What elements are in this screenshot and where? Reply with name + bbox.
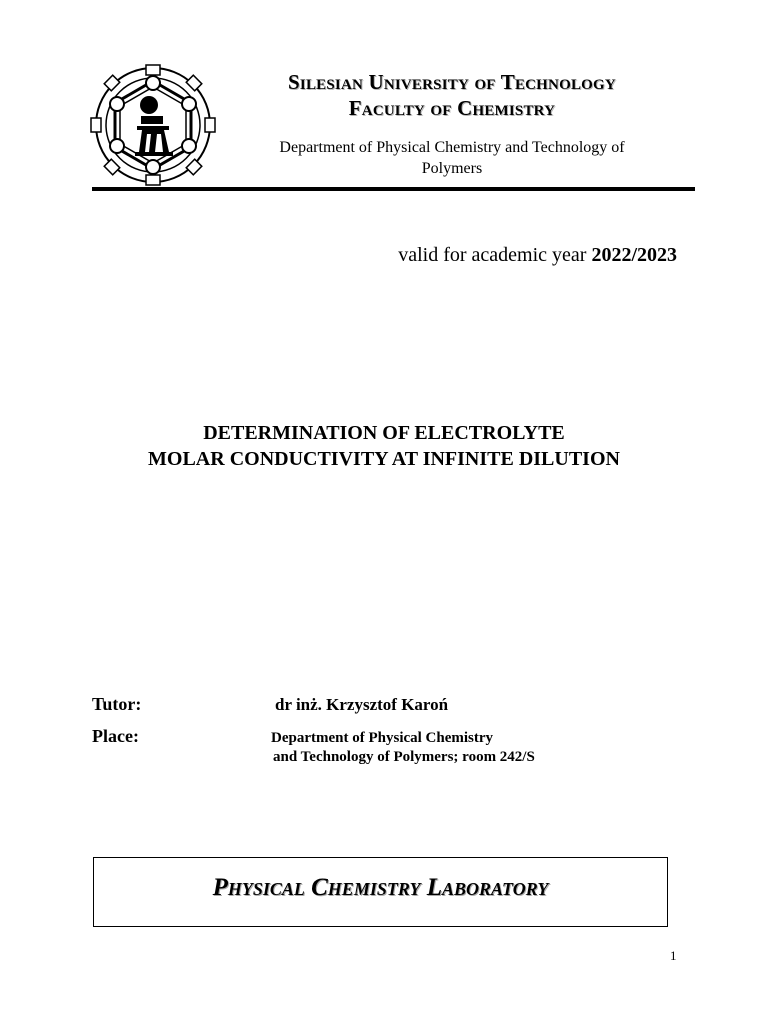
validity-line [0,244,677,267]
place-line-1: Department of Physical Chemistry [271,730,494,746]
title-line-2: MOLAR CONDUCTIVITY AT INFINITE DILUTION [148,448,620,470]
header-divider [92,187,695,191]
laboratory-box [93,857,668,927]
university-emblem-icon [89,64,217,186]
title-line-1: DETERMINATION OF ELECTROLYTE [203,422,565,444]
place-label: Place: [92,726,139,746]
academic-year: 2022/2023 [591,244,677,266]
tutor-label: Tutor: [92,694,142,714]
department-line-2: Polymers [421,160,483,177]
validity-prefix: valid for academic year [398,244,587,266]
document-title [0,420,768,472]
place-value [271,729,535,767]
faculty-name: Faculty of Chemistry [348,96,556,120]
place-line-2: and Technology of Polymers; room 242/S [273,749,535,765]
page-number: 1 [670,948,677,963]
department-line-1: Department of Physical Chemistry and Technology of [279,139,625,156]
laboratory-name: Physical Chemistry Laboratory [212,874,549,901]
department-name [232,137,672,179]
tutor-value: dr inż. Krzysztof Karoń [275,695,449,714]
university-name: Silesian University of Technology [288,70,616,94]
